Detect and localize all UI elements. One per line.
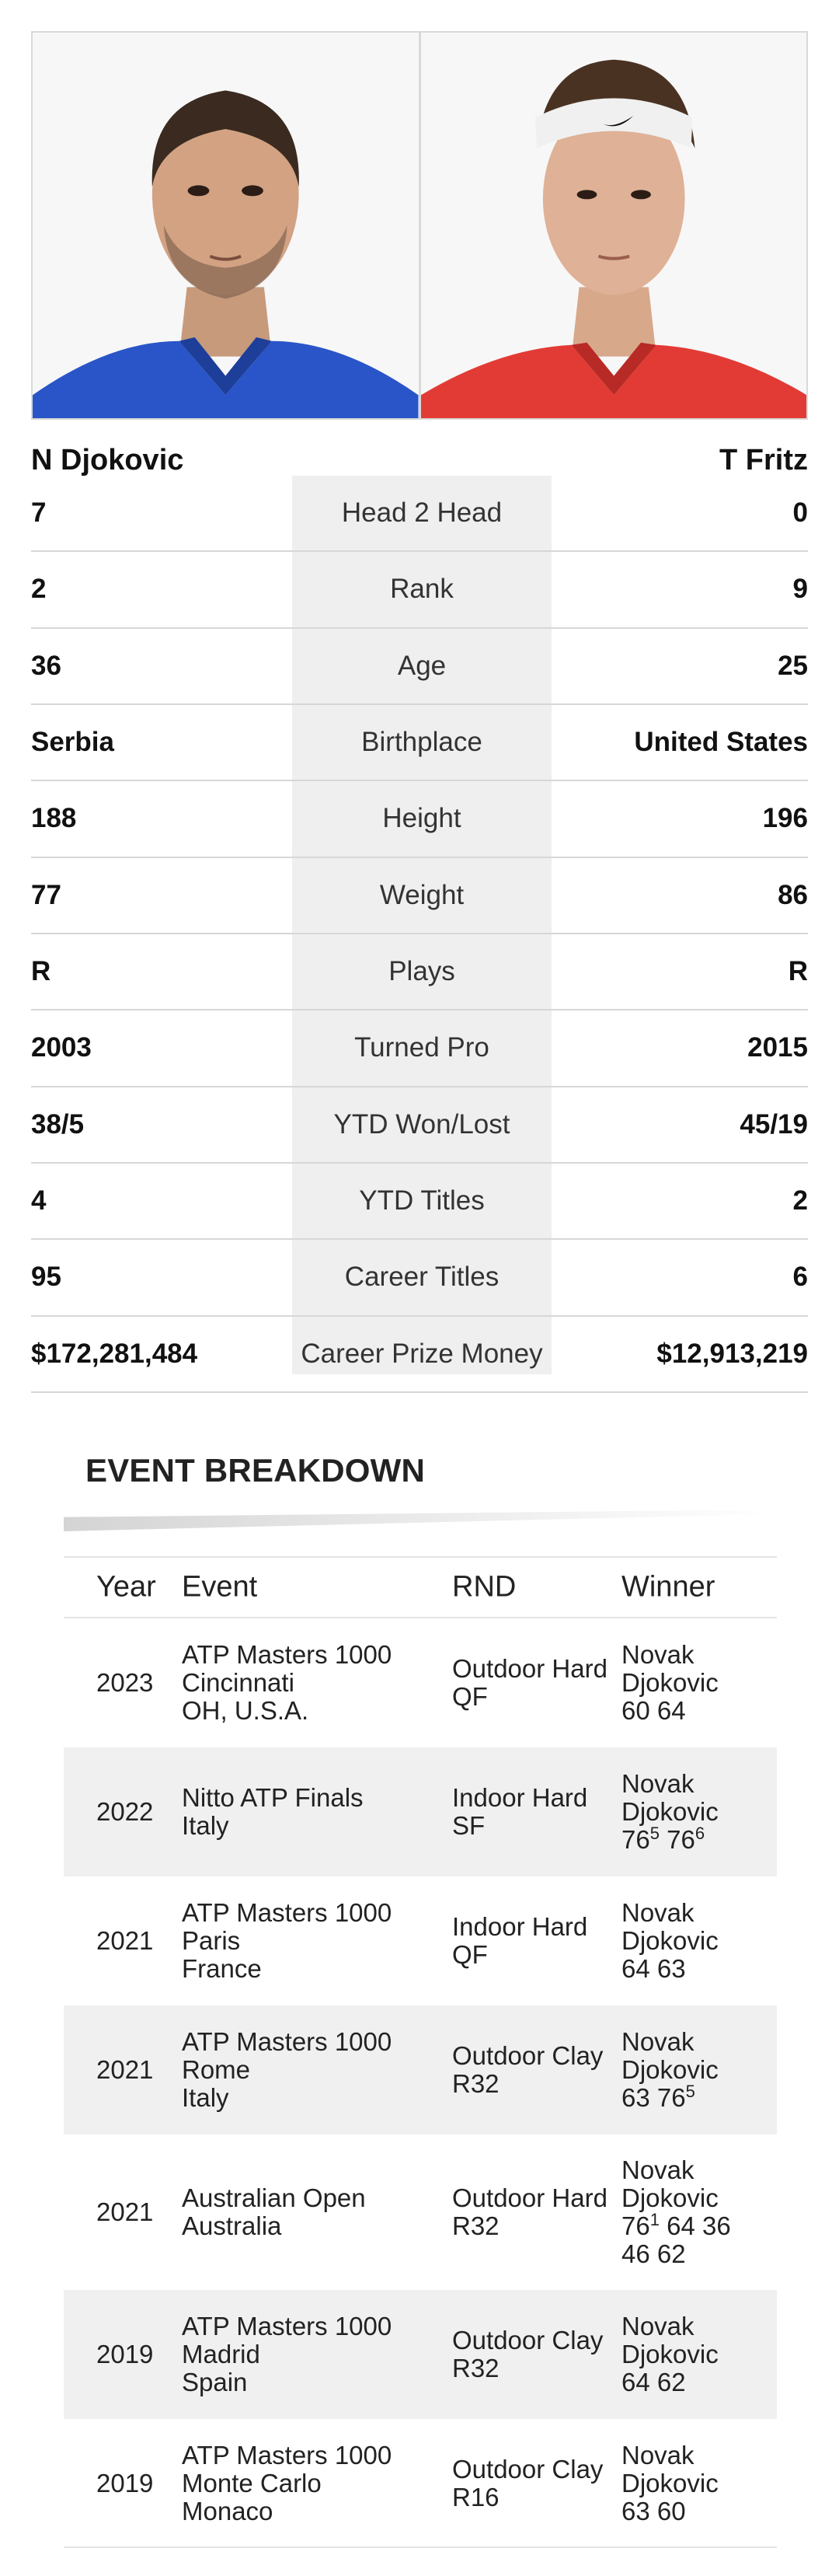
event-line: Rome (182, 2055, 251, 2084)
stat-left-value: 2003 (31, 1032, 92, 1063)
stat-left-value: 77 (31, 879, 61, 910)
stat-right-value: United States (634, 727, 808, 758)
event-round (452, 2184, 607, 2240)
stat-label: Head 2 Head (341, 497, 503, 529)
round-line: R16 (452, 2483, 500, 2511)
event-line: Spain (182, 2368, 248, 2396)
col-winner: Winner (621, 1570, 715, 1604)
winner-line: Djokovic (621, 1926, 719, 1955)
stat-label: Plays (388, 956, 455, 987)
winner-line: Novak (621, 1769, 695, 1798)
event-year: 2023 (96, 1668, 154, 1697)
table-row[interactable] (64, 2005, 777, 2134)
round-line: Outdoor Clay (452, 2041, 604, 2070)
stat-row (31, 1087, 808, 1164)
stat-right-value: 0 (792, 497, 808, 529)
event-line: ATP Masters 1000 (182, 2441, 392, 2470)
stat-left-value: 188 (31, 803, 77, 834)
stat-right-value: 196 (762, 803, 808, 834)
round-line: Outdoor Hard (452, 1654, 607, 1683)
stat-label: Height (382, 803, 461, 834)
event-round (452, 2042, 603, 2098)
winner-line: 63 60 (621, 2497, 686, 2525)
table-row[interactable] (64, 1876, 777, 2005)
event-winner[interactable] (621, 2028, 719, 2112)
round-line: R32 (452, 2211, 500, 2240)
event-breakdown-title: EVENT BREAKDOWN (85, 1452, 426, 1489)
event-line: Australian Open (182, 2183, 366, 2212)
table-row[interactable] (64, 2419, 777, 2548)
winner-line: Djokovic (621, 2183, 719, 2212)
winner-line: Novak (621, 2027, 695, 2056)
col-year: Year (96, 1570, 156, 1604)
event-name[interactable] (182, 2312, 392, 2396)
event-year: 2019 (96, 2469, 154, 2497)
stat-row (31, 858, 808, 934)
round-line: Indoor Hard (452, 1783, 588, 1812)
title-underline (64, 1510, 778, 1531)
table-header (64, 1556, 777, 1618)
event-year: 2021 (96, 2055, 154, 2084)
round-line: Outdoor Hard (452, 2183, 607, 2212)
event-round (452, 2326, 603, 2382)
stat-row (31, 476, 808, 552)
event-name[interactable] (182, 1899, 392, 1983)
event-line: Paris (182, 1926, 241, 1955)
winner-line: Novak (621, 1640, 695, 1669)
stat-right-value: R (788, 956, 808, 987)
table-row[interactable] (64, 2134, 777, 2290)
stat-label: Age (397, 650, 447, 681)
table-bottom-rule (64, 2546, 777, 2548)
stat-row (31, 1317, 808, 1393)
stat-left-value: 38/5 (31, 1108, 85, 1140)
winner-line: 64 62 (621, 2368, 686, 2396)
player-left-name[interactable]: N Djokovic (31, 443, 184, 476)
round-line: QF (452, 1682, 488, 1711)
stat-right-value: 86 (778, 879, 808, 910)
table-row[interactable] (64, 1747, 777, 1876)
event-line: ATP Masters 1000 (182, 1640, 392, 1669)
stat-row (31, 1011, 808, 1087)
winner-line: Novak (621, 2155, 695, 2184)
winner-line: 63 $76^5$ (621, 2082, 695, 2112)
event-round (452, 1655, 607, 1711)
event-winner[interactable] (621, 2156, 731, 2268)
event-line: ATP Masters 1000 (182, 1898, 392, 1927)
stat-left-value: 7 (31, 497, 47, 529)
stat-left-value: Serbia (31, 727, 114, 758)
event-line: Monte Carlo (182, 2469, 322, 2497)
winner-line: $76^5$ $76^6$ (621, 1824, 705, 1854)
winner-line: Djokovic (621, 1797, 719, 1826)
winner-line: $76^1$ 64 36 (621, 2210, 731, 2240)
event-winner[interactable] (621, 2312, 719, 2396)
event-line: Australia (182, 2211, 282, 2240)
winner-line: Djokovic (621, 2340, 719, 2368)
stat-right-value: 2015 (747, 1032, 808, 1063)
stat-right-value: 25 (778, 650, 808, 681)
stat-left-value: 2 (31, 574, 47, 605)
stat-right-value: 45/19 (740, 1108, 808, 1140)
player-photos (31, 31, 808, 420)
stat-left-value: 4 (31, 1185, 47, 1216)
round-line: Indoor Hard (452, 1912, 588, 1941)
stat-left-value: $172,281,484 (31, 1338, 198, 1369)
winner-line: Novak (621, 2441, 695, 2470)
event-line: OH, U.S.A. (182, 1696, 309, 1725)
table-row[interactable] (64, 2290, 777, 2419)
event-name[interactable] (182, 1784, 364, 1840)
event-round (452, 2456, 603, 2511)
stat-label: Rank (390, 574, 454, 605)
stat-label: YTD Won/Lost (333, 1108, 510, 1140)
event-winner[interactable] (621, 1770, 719, 1854)
winner-line: Djokovic (621, 2469, 719, 2497)
event-year: 2021 (96, 2197, 154, 2226)
event-line: ATP Masters 1000 (182, 2027, 392, 2056)
winner-line: Djokovic (621, 2055, 719, 2084)
stat-right-value: 9 (792, 574, 808, 605)
player-right-name[interactable]: T Fritz (719, 443, 808, 476)
stat-row (31, 934, 808, 1011)
event-round (452, 1913, 587, 1969)
event-line: Italy (182, 1811, 229, 1840)
winner-line: 64 63 (621, 1954, 686, 1983)
stat-label: Turned Pro (354, 1032, 489, 1063)
stat-row (31, 629, 808, 705)
round-line: SF (452, 1811, 486, 1840)
event-name[interactable] (182, 2028, 392, 2112)
stat-row (31, 1164, 808, 1240)
event-name[interactable] (182, 1641, 392, 1725)
stat-row (31, 705, 808, 781)
winner-line: Novak (621, 1898, 695, 1927)
event-name[interactable] (182, 2184, 366, 2240)
round-line: R32 (452, 2069, 500, 2098)
event-line: Monaco (182, 2497, 273, 2525)
event-year: 2021 (96, 1926, 154, 1955)
event-line: Nitto ATP Finals (182, 1783, 364, 1812)
event-winner[interactable] (621, 1899, 719, 1983)
event-line: Madrid (182, 2340, 260, 2368)
col-event: Event (182, 1570, 258, 1604)
event-name[interactable] (182, 2442, 392, 2525)
stat-row (31, 1240, 808, 1316)
event-line: France (182, 1954, 262, 1983)
player-left-photo (33, 33, 419, 418)
stat-right-value: 2 (792, 1185, 808, 1216)
winner-line: Djokovic (621, 1668, 719, 1697)
event-line: ATP Masters 1000 (182, 2312, 392, 2340)
winner-line: 46 62 (621, 2239, 686, 2268)
event-winner[interactable] (621, 2442, 719, 2525)
stat-right-value: 6 (792, 1262, 808, 1293)
winner-line: 60 64 (621, 1696, 686, 1725)
round-line: R32 (452, 2354, 500, 2382)
stat-label: Career Titles (344, 1262, 500, 1293)
col-rnd: RND (452, 1570, 517, 1604)
table-row[interactable] (64, 1618, 777, 1747)
round-line: QF (452, 1940, 488, 1969)
head-to-head-stats (31, 476, 808, 1393)
event-winner[interactable] (621, 1641, 719, 1725)
event-breakdown-table (64, 1556, 777, 2548)
event-year: 2022 (96, 1797, 154, 1826)
event-round (452, 1784, 587, 1840)
stat-left-value: 36 (31, 650, 61, 681)
winner-line: Novak (621, 2312, 695, 2340)
stat-row (31, 552, 808, 628)
player-right-photo (419, 33, 807, 418)
stat-right-value: $12,913,219 (656, 1338, 808, 1369)
stat-label: Weight (379, 879, 465, 910)
stat-left-value: 95 (31, 1262, 61, 1293)
stat-row (31, 781, 808, 857)
round-line: Outdoor Clay (452, 2455, 604, 2484)
stat-left-value: R (31, 956, 51, 987)
event-line: Cincinnati (182, 1668, 294, 1697)
event-line: Italy (182, 2083, 229, 2112)
event-year: 2019 (96, 2340, 154, 2368)
stat-label: YTD Titles (359, 1185, 485, 1216)
stat-label: Career Prize Money (301, 1338, 543, 1369)
stat-label: Birthplace (361, 727, 482, 758)
round-line: Outdoor Clay (452, 2326, 604, 2354)
